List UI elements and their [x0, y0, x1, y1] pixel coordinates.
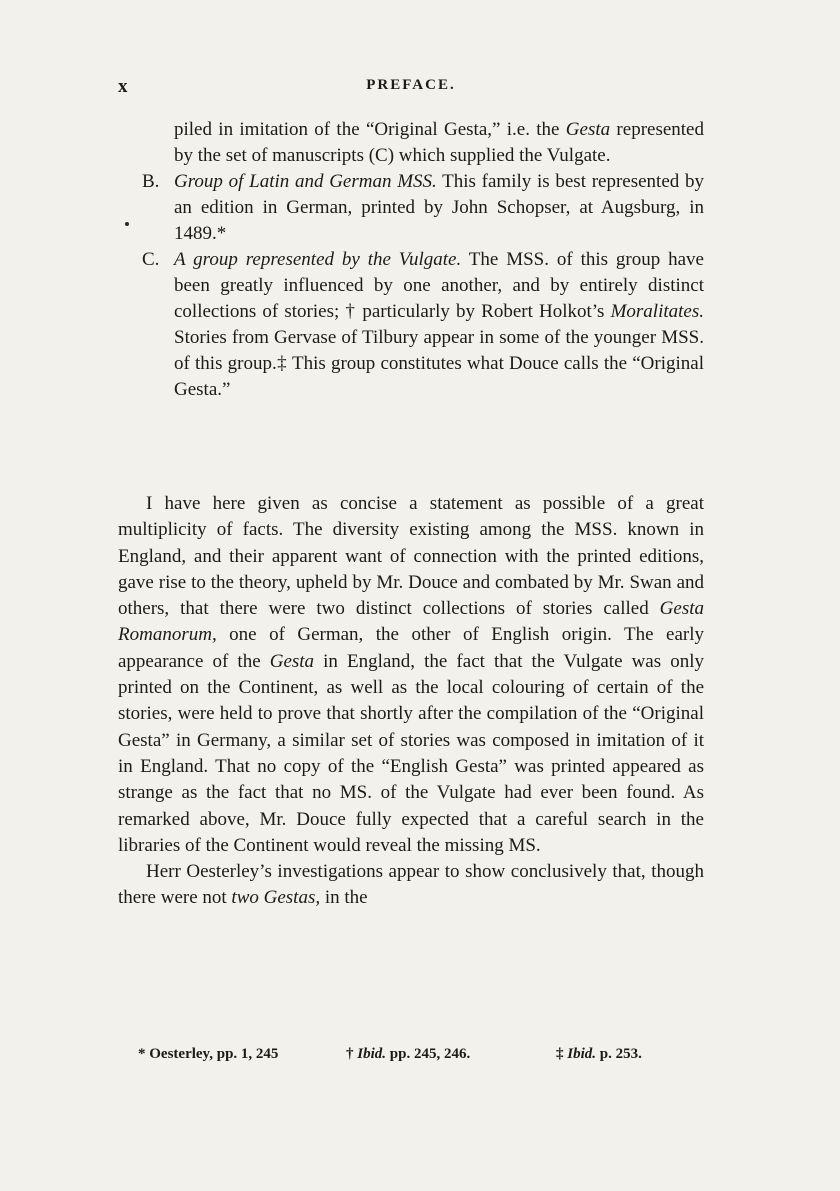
p1-text-1: I have here given as concise a statement as possible of a great multiplicity of facts. The diversity existing among the MSS. known in England, and their apparent want of connection with the printed editions, gave rise to the theory, upheld by Mr. Douce and combated by Mr. Swan and others, that there were two distinct collections of stories called: [118, 493, 704, 620]
item-b-text: This family is best represented by an edition in German, printed by John Schopser, at Augsburg, in 1489.*: [174, 171, 704, 244]
footnotes: [138, 1046, 698, 1068]
item-b-title: Group of Latin and German MSS.: [174, 171, 437, 192]
p1-text-3: in England, the fact that the Vulgate was only printed on the Continent, as well as the local colouring of certain of the stories, were held to prove that shortly after the compilation of the “Original Gesta” in Germany, a similar set of stories was composed in imitation of it in England. That no copy of the “English Gesta” was printed appeared as strange as the fact that no MS. of the Vulgate had ever been found. As remarked above, Mr. Douce fully expected that a careful search in the libraries of the Continent would reveal the missing MS.: [118, 650, 704, 856]
item-c-title: A group represented by the Vulgate.: [174, 249, 462, 270]
footnote-3-ibid: Ibid.: [567, 1046, 597, 1062]
footnote-1: * Oesterley, pp. 1, 245: [138, 1046, 279, 1062]
main-text: [118, 491, 704, 912]
item-b-letter: B.: [142, 171, 160, 192]
item-a-text-2: represented by the set of manuscripts (C) which supplied the Vulgate.: [174, 119, 704, 166]
item-c-text-2: Stories from Gervase of Tilbury appear in some of the younger MSS. of this group.‡ This group constitutes what Douce calls the “Original Gesta.”: [174, 327, 704, 400]
footnote-2-text: pp. 245, 246.: [386, 1046, 471, 1062]
paragraph-2: [118, 859, 704, 912]
p2-italic-1: two Gestas,: [231, 887, 321, 909]
footnote-3-text: p. 253.: [596, 1046, 642, 1062]
paragraph-1: [118, 491, 704, 859]
item-c-letter: C.: [142, 249, 160, 270]
ink-speck: [125, 222, 129, 226]
footnote-3: [556, 1046, 642, 1063]
footnote-3-mark: ‡: [556, 1046, 568, 1062]
footnote-2: [346, 1046, 470, 1063]
list-item-b: [118, 169, 704, 247]
p2-text-1: Herr Oesterley’s investigations appear to show conclusively that, though there were not: [118, 861, 704, 909]
p1-italic-2: Gesta: [269, 650, 315, 672]
item-a-italic: Gesta: [565, 119, 611, 140]
list-item-a-continuation: [118, 117, 704, 169]
footnote-2-mark: †: [346, 1046, 358, 1062]
list-item-c: [118, 247, 704, 403]
p1-italic-1: Gesta Romanorum,: [118, 598, 704, 646]
footnote-2-ibid: Ibid.: [357, 1046, 387, 1062]
item-c-text-1: The MSS. of this group have been greatly influenced by one another, and by entirely distinct collections of stories; † particularly by Robert Holkot’s: [174, 249, 704, 322]
page-number: x: [118, 76, 128, 97]
p2-text-2: in the: [320, 887, 368, 909]
source-groups-list: [118, 117, 704, 403]
item-c-italic: Moralitates.: [610, 301, 704, 322]
running-title: PREFACE.: [366, 77, 456, 93]
p1-text-2: one of German, the other of English origin. The early appearance of the: [118, 624, 704, 672]
page-header: [118, 76, 704, 100]
item-a-text-1: piled in imitation of the “Original Gesta,” i.e. the: [174, 119, 566, 140]
